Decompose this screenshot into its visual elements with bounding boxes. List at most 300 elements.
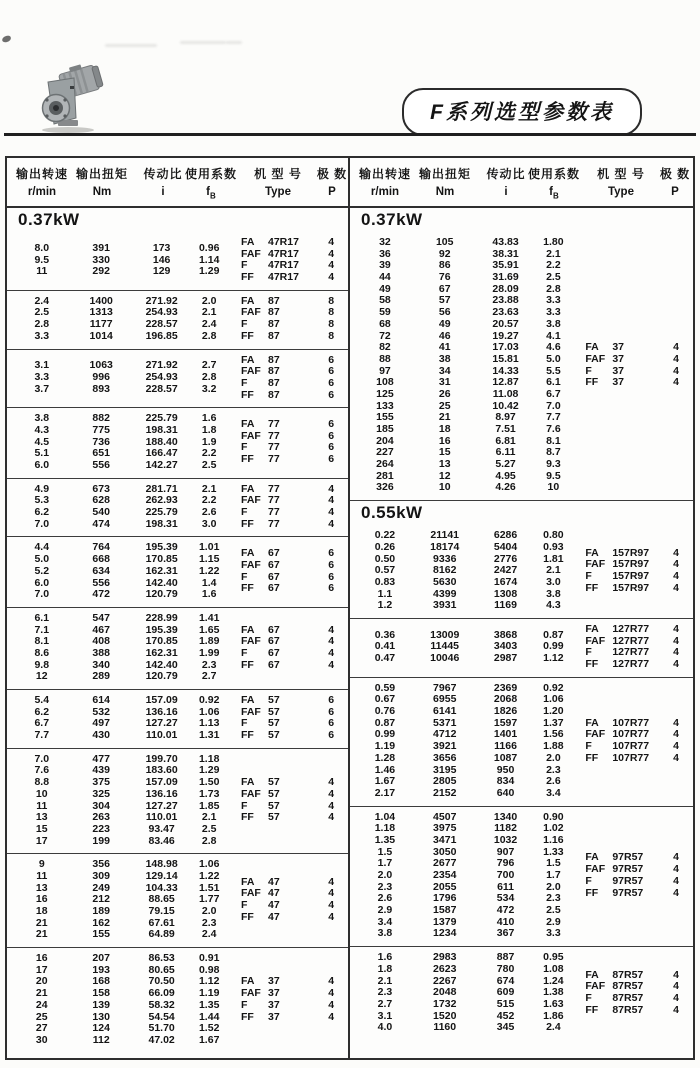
service-factor-value: 5.5 — [546, 364, 561, 377]
pole-count: 4 — [673, 992, 679, 1005]
torque-column — [69, 360, 134, 395]
ratio-value: 67.61 — [148, 916, 175, 929]
ratio-value: 43.83 — [492, 236, 519, 248]
ratio-column — [478, 237, 534, 494]
type-code: 37 — [268, 1010, 280, 1023]
type-prefix: FA — [241, 776, 255, 789]
pole-count: 4 — [328, 787, 335, 800]
service-factor-column — [533, 952, 573, 1034]
service-factor-value: 0.98 — [198, 963, 220, 976]
speed-value: 82 — [379, 341, 391, 354]
torque-value: 3656 — [433, 751, 457, 764]
type-label — [585, 624, 659, 636]
type-code: 107R77 — [612, 740, 650, 753]
service-factor-value: 0.80 — [543, 529, 564, 542]
speed-value: 17 — [35, 963, 48, 976]
ratio-value: 129 — [152, 265, 171, 278]
torque-value: 21141 — [430, 529, 460, 542]
speed-column — [15, 413, 69, 471]
gear-selection-block — [350, 678, 693, 806]
torque-value: 736 — [92, 435, 110, 448]
service-factor-value: 2.8 — [201, 834, 217, 847]
scan-smudge — [105, 44, 157, 47]
service-factor-value: 3.8 — [546, 317, 561, 330]
pole-count: 4 — [673, 646, 679, 659]
pole-count: 6 — [328, 353, 335, 366]
speed-column — [358, 237, 412, 494]
type-code: 107R77 — [612, 751, 650, 764]
type-prefix: FAF — [241, 787, 261, 800]
speed-value: 11 — [36, 799, 48, 812]
pole-count: 4 — [328, 811, 335, 824]
speed-value: 5.4 — [34, 694, 50, 706]
ratio-column — [134, 613, 189, 683]
type-code: 77 — [268, 453, 280, 466]
torque-value: 882 — [92, 412, 110, 425]
torque-column — [69, 542, 134, 600]
pole-count: 4 — [673, 581, 679, 594]
pole-count: 4 — [673, 1003, 679, 1016]
service-factor-column — [189, 542, 229, 600]
speed-value: 7.0 — [34, 752, 50, 765]
torque-value: 388 — [92, 646, 110, 659]
service-factor-value: 1.44 — [198, 1010, 220, 1023]
service-factor-value: 1.01 — [198, 541, 220, 554]
type-prefix: FF — [241, 517, 254, 530]
service-factor-value: 1.22 — [198, 869, 220, 882]
pole-count: 6 — [328, 453, 335, 466]
service-factor-value: 1.14 — [198, 253, 220, 266]
service-factor-value: 1.6 — [201, 412, 217, 425]
ratio-value: 228.57 — [145, 382, 178, 395]
speed-value: 0.36 — [374, 628, 396, 641]
pole-count: 4 — [673, 634, 679, 647]
speed-value: 4.0 — [377, 1021, 393, 1034]
ratio-value: 472 — [496, 904, 515, 917]
type-label — [585, 583, 659, 595]
pole-count: 4 — [673, 751, 679, 764]
service-factor-value: 1.06 — [198, 705, 220, 718]
torque-value: 996 — [92, 371, 110, 384]
ratio-value: 1401 — [493, 728, 518, 741]
torque-value: 292 — [92, 265, 110, 278]
torque-value: 540 — [92, 506, 110, 519]
torque-value: 2152 — [433, 786, 457, 799]
service-factor-value: 1.6 — [201, 588, 217, 601]
torque-value: 18174 — [430, 540, 460, 553]
service-factor-value: 8.1 — [546, 434, 561, 447]
service-factor-value: 0.93 — [543, 540, 564, 553]
type-code: 87 — [268, 294, 280, 307]
speed-value: 3.3 — [34, 329, 50, 342]
torque-value: 1234 — [433, 927, 457, 940]
speed-value: 21 — [35, 916, 48, 929]
type-code: 157R97 — [612, 558, 650, 571]
service-factor-value: 2.4 — [201, 928, 217, 941]
ratio-value: 136.16 — [145, 787, 178, 800]
type-code: 47R17 — [268, 236, 299, 248]
ratio-value: 80.65 — [148, 963, 175, 976]
header-label-en-main: Type — [607, 186, 634, 198]
type-code: 37 — [612, 341, 625, 354]
torque-value: 472 — [92, 588, 110, 601]
torque-value: 212 — [92, 893, 110, 906]
torque-value: 263 — [92, 811, 110, 824]
torque-value: 16 — [438, 434, 451, 447]
type-column — [585, 970, 659, 1017]
speed-value: 18 — [35, 905, 48, 917]
service-factor-column — [533, 812, 573, 941]
speed-value: 8.6 — [34, 646, 50, 659]
torque-value: 31 — [438, 376, 451, 389]
service-factor-value: 2.8 — [546, 282, 561, 295]
pole-count: 4 — [328, 987, 335, 1000]
pole-column — [314, 296, 348, 343]
ratio-value: 64.89 — [148, 928, 175, 941]
torque-value: 199 — [92, 834, 110, 847]
speed-value: 12 — [35, 670, 48, 683]
service-factor-value: 7.6 — [546, 423, 561, 435]
service-factor-column — [533, 530, 573, 612]
service-factor-value: 2.4 — [201, 318, 217, 331]
service-factor-value: 10 — [547, 481, 560, 494]
type-code: 97R57 — [612, 863, 644, 876]
type-prefix: F — [241, 259, 248, 272]
type-code: 37 — [612, 352, 625, 365]
type-code: 37 — [268, 998, 280, 1011]
service-factor-column — [189, 243, 229, 278]
header-label-cn: 输出转速 — [358, 167, 412, 181]
speed-value: 97 — [379, 364, 391, 377]
torque-value: 289 — [92, 670, 110, 683]
header-col — [597, 165, 645, 198]
type-code: 57 — [268, 705, 280, 718]
pole-count: 6 — [328, 441, 335, 454]
type-label — [241, 331, 314, 343]
header-label-en-sub: B — [210, 191, 216, 201]
ratio-value: 281.71 — [145, 482, 178, 495]
torque-value: 8162 — [433, 564, 457, 577]
service-factor-value: 2.0 — [546, 880, 561, 893]
header-label-cn: 输出转速 — [15, 167, 69, 181]
table-body-left — [7, 208, 348, 1058]
ratio-value: 28.09 — [492, 282, 519, 295]
speed-value: 185 — [376, 423, 394, 435]
ratio-value: 1087 — [493, 751, 518, 764]
header-label-en-main: i — [161, 186, 165, 198]
type-label — [585, 377, 659, 389]
type-prefix: F — [585, 364, 592, 377]
type-prefix: F — [585, 740, 592, 753]
type-prefix: FAF — [241, 558, 261, 571]
header-label-en-sub: B — [553, 191, 559, 201]
speed-value: 264 — [376, 458, 394, 471]
pole-count: 6 — [328, 388, 335, 401]
service-factor-value: 3.4 — [546, 786, 561, 799]
torque-value: 430 — [92, 729, 110, 742]
speed-value: 32 — [379, 236, 391, 248]
pole-column — [314, 419, 348, 466]
speed-column — [358, 683, 412, 800]
type-label — [241, 507, 314, 519]
type-label — [241, 789, 314, 801]
speed-column — [15, 296, 69, 343]
torque-value: 1313 — [89, 306, 113, 319]
type-code: 67 — [268, 646, 280, 659]
pole-column — [659, 718, 693, 765]
pole-count: 4 — [673, 716, 679, 729]
scan-mark — [1, 35, 11, 43]
ratio-value: 410 — [496, 915, 515, 928]
service-factor-value: 2.3 — [201, 658, 217, 671]
type-code: 67 — [268, 623, 280, 636]
speed-value: 7.1 — [34, 623, 50, 636]
type-code: 57 — [268, 799, 280, 812]
service-factor-value: 2.0 — [201, 905, 217, 917]
type-code: 47 — [268, 910, 280, 923]
speed-value: 6.2 — [34, 705, 50, 718]
service-factor-value: 2.1 — [546, 247, 561, 260]
table-header-left — [7, 158, 348, 208]
speed-value: 3.8 — [34, 412, 50, 425]
selection-parameter-table — [5, 156, 695, 1060]
speed-value: 0.99 — [374, 728, 396, 741]
type-label — [241, 660, 314, 672]
table-header-right — [350, 158, 693, 208]
type-code: 87 — [268, 318, 280, 331]
pole-count: 4 — [328, 910, 335, 923]
speed-value: 0.76 — [374, 705, 396, 718]
torque-value: 309 — [92, 869, 110, 882]
pole-count: 4 — [673, 874, 679, 887]
speed-column — [15, 859, 69, 941]
ratio-value: 1597 — [493, 716, 518, 729]
ratio-value: 31.69 — [492, 271, 519, 284]
service-factor-value: 5.0 — [546, 352, 561, 365]
pole-count: 4 — [328, 236, 335, 248]
pole-count: 8 — [328, 294, 335, 307]
speed-value: 7.7 — [34, 729, 50, 742]
service-factor-value: 1.77 — [198, 893, 220, 906]
type-code: 77 — [268, 441, 280, 454]
type-code: 157R97 — [612, 581, 650, 594]
service-factor-value: 1.22 — [198, 564, 220, 577]
pole-column — [659, 548, 693, 595]
ratio-value: 1308 — [493, 587, 518, 600]
ratio-value: 17.03 — [492, 341, 519, 354]
header-label-cn: 使用系数 — [184, 167, 238, 181]
pole-count: 6 — [328, 582, 335, 595]
speed-value: 36 — [379, 247, 391, 260]
type-code: 47R17 — [268, 271, 299, 284]
type-code: 87R57 — [612, 992, 644, 1005]
speed-value: 1.28 — [374, 751, 396, 764]
service-factor-value: 1.52 — [198, 1022, 220, 1035]
service-factor-value: 1.7 — [546, 869, 561, 881]
service-factor-value: 1.86 — [543, 1009, 564, 1022]
speed-value: 2.3 — [377, 880, 393, 893]
type-column — [241, 777, 314, 824]
type-column — [585, 342, 659, 389]
pole-count: 4 — [673, 740, 679, 753]
ratio-value: 88.65 — [148, 893, 175, 906]
speed-value: 5.1 — [34, 447, 50, 460]
type-code: 67 — [268, 547, 280, 560]
header-label-en-main: Nm — [92, 186, 112, 198]
type-prefix: F — [585, 570, 592, 583]
speed-value: 5.0 — [34, 553, 50, 566]
pole-count: 6 — [328, 365, 335, 378]
service-factor-column — [189, 484, 229, 531]
service-factor-value: 2.5 — [201, 459, 217, 471]
service-factor-value: 2.0 — [546, 751, 561, 764]
ratio-value: 10.42 — [492, 399, 519, 412]
torque-value: 2983 — [433, 951, 457, 964]
gear-selection-block — [7, 479, 348, 537]
torque-value: 18 — [438, 423, 451, 435]
pole-column — [659, 970, 693, 1017]
service-factor-value: 4.6 — [546, 341, 561, 354]
torque-column — [412, 952, 478, 1034]
pole-count: 6 — [328, 694, 335, 706]
pole-column — [314, 625, 348, 672]
ratio-value: 225.79 — [145, 506, 178, 519]
gear-selection-block — [7, 948, 348, 1053]
ratio-value: 6.11 — [495, 446, 516, 459]
type-prefix: FAF — [585, 980, 606, 993]
torque-value: 467 — [92, 623, 110, 636]
torque-value: 3975 — [433, 822, 457, 835]
ratio-value: 1182 — [494, 822, 517, 835]
speed-value: 5.3 — [34, 494, 50, 507]
ratio-value: 142.27 — [145, 459, 178, 471]
header-col — [486, 165, 525, 198]
pole-count: 4 — [328, 998, 335, 1011]
service-factor-value: 3.2 — [201, 382, 217, 395]
pole-count: 6 — [328, 547, 335, 560]
service-factor-value: 3.0 — [201, 517, 217, 530]
type-label — [241, 1012, 314, 1024]
header-label-en — [359, 186, 411, 198]
header-label-cn: 极 数 — [659, 167, 691, 181]
service-factor-value: 1.18 — [198, 752, 220, 765]
type-code: 67 — [268, 635, 280, 648]
type-prefix: FA — [241, 694, 255, 706]
ratio-value: 51.70 — [148, 1022, 175, 1035]
service-factor-value: 1.38 — [543, 986, 564, 999]
speed-value: 1.18 — [374, 822, 396, 835]
ratio-value: 142.40 — [145, 658, 178, 671]
speed-value: 2.17 — [374, 786, 396, 799]
type-label — [241, 378, 314, 390]
speed-value: 0.50 — [374, 552, 396, 565]
speed-value: 204 — [376, 434, 394, 447]
type-code: 67 — [268, 570, 280, 583]
service-factor-value: 6.7 — [546, 387, 561, 400]
type-code: 107R77 — [612, 716, 650, 729]
type-code: 47 — [268, 899, 280, 912]
ratio-value: 19.27 — [492, 329, 519, 342]
gear-selection-block — [7, 608, 348, 689]
ratio-value: 5.27 — [495, 458, 516, 471]
type-label — [585, 753, 659, 765]
speed-value: 16 — [35, 893, 48, 906]
type-code: 107R77 — [612, 728, 650, 741]
service-factor-value: 1.12 — [198, 975, 220, 988]
table-left-half — [7, 158, 350, 1058]
speed-value: 1.04 — [374, 810, 396, 823]
type-label — [585, 354, 659, 366]
pole-count: 4 — [673, 558, 679, 571]
type-label — [241, 237, 314, 249]
pole-column — [314, 237, 348, 284]
type-label — [585, 659, 659, 671]
type-prefix: FF — [241, 910, 254, 923]
speed-value: 3.4 — [377, 915, 393, 928]
type-column — [585, 852, 659, 899]
ratio-value: 5404 — [493, 540, 518, 553]
ratio-column — [478, 683, 534, 800]
type-prefix: FF — [241, 729, 254, 742]
type-prefix: FAF — [241, 635, 261, 648]
type-prefix: FA — [241, 623, 255, 636]
torque-value: 893 — [92, 382, 110, 395]
pole-count: 4 — [673, 364, 679, 377]
speed-value: 108 — [376, 376, 394, 389]
service-factor-value: 2.1 — [201, 306, 217, 319]
torque-column — [69, 695, 134, 742]
ratio-value: 225.79 — [145, 412, 178, 425]
torque-value: 474 — [92, 517, 110, 530]
torque-value: 1400 — [89, 294, 113, 307]
speed-value: 13 — [35, 881, 48, 894]
torque-value: 497 — [92, 717, 110, 730]
speed-value: 1.7 — [377, 857, 393, 870]
service-factor-value: 2.1 — [546, 564, 561, 577]
ratio-value: 834 — [496, 775, 515, 788]
pole-count: 6 — [328, 717, 335, 730]
ratio-column — [134, 953, 189, 1047]
pole-count: 4 — [673, 546, 679, 559]
pole-count: 4 — [328, 623, 335, 636]
speed-value: 1.19 — [374, 740, 396, 753]
type-code: 87 — [268, 329, 280, 342]
header-label-cn: 机 型 号 — [254, 167, 302, 181]
type-column — [241, 237, 314, 284]
type-prefix: F — [585, 874, 592, 887]
type-label — [241, 1000, 314, 1012]
type-code: 87R57 — [612, 968, 644, 981]
type-prefix: FAF — [241, 494, 261, 507]
speed-value: 3.7 — [34, 382, 50, 395]
service-factor-column — [533, 630, 573, 665]
header-col — [254, 165, 302, 198]
speed-value: 3.8 — [377, 927, 393, 940]
header-label-cn: 传动比 — [143, 167, 183, 181]
type-column — [585, 718, 659, 765]
speed-value: 0.67 — [374, 693, 396, 706]
torque-column — [69, 296, 134, 343]
ratio-value: 148.98 — [145, 858, 178, 871]
ratio-value: 700 — [496, 869, 515, 881]
type-prefix: FAF — [585, 863, 606, 876]
gear-selection-block — [7, 537, 348, 606]
speed-value: 58 — [379, 294, 391, 307]
torque-value: 41 — [438, 341, 451, 354]
torque-value: 1177 — [89, 318, 113, 331]
speed-value: 10 — [35, 787, 48, 800]
ratio-value: 3868 — [493, 628, 518, 641]
